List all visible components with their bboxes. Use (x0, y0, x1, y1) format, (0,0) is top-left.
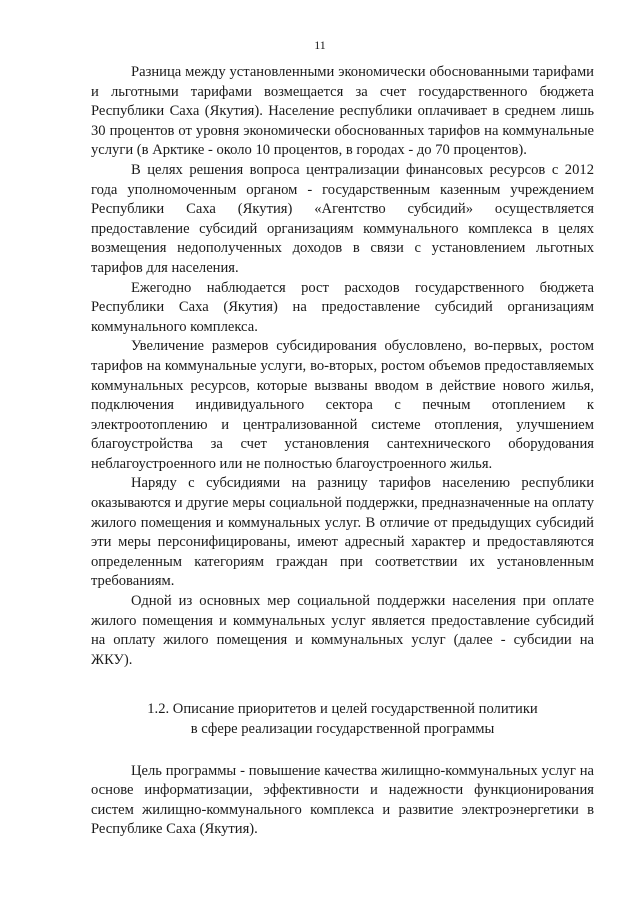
paragraph-program-goal: Цель программы - повышение качества жилищно-коммунальных услуг на основе информатизации, эффективности и надежности функционирования систем жилищно-коммунального комплекса и развитие электроэнергетики в Республике Саха (Якутия). (91, 762, 594, 838)
paragraph-tariff-difference: Разница между установленными экономически обоснованными тарифами и льготными тарифами возмещается за счет государственного бюджета Республики Саха (Якутия). Население республики оплачивает в среднем лишь 30 процентов от уровня экономически обоснованных тарифов на коммунальные услуги (в Арктике - около 10 процентов, в городах - до 70 процентов). (91, 64, 594, 159)
section-heading (91, 700, 594, 739)
paragraph-subsidy-increase: Увеличение размеров субсидирования обусловлено, во-первых, ростом тарифов на коммунальные услуги, во-вторых, ростом объемов предоставляемых коммунальных ресурсов, которые вызваны вводом в действие нового жилья, подключения индивидуального сектора с печным отоплением к электроотоплению и централизованной системе отопления, улучшением благоустройства за счет установления сантехнического оборудования неблагоустроенного или не полностью благоустроенного жилья. (91, 338, 594, 472)
page-number: 11 (314, 38, 326, 52)
paragraph-budget-growth: Ежегодно наблюдается рост расходов государственного бюджета Республики Саха (Якутия) на предоставление субсидий организациям коммунального комплекса. (91, 279, 594, 335)
paragraph-social-support: Наряду с субсидиями на разницу тарифов населению республики оказываются и другие меры социальной поддержки, предназначенные на оплату жилого помещения и коммунальных услуг. В отличие от предыдущих субсидий эти меры персонифицированы, имеют адресный характер и предоставляются определенным категориям граждан при соответствии их установленным требованиям. (91, 475, 594, 590)
paragraph-subsidy-agency: В целях решения вопроса централизации финансовых ресурсов с 2012 года уполномоченным органом - государственным казенным учреждением Республики Саха (Якутия) «Агентство субсидий» осуществляется предоставление субсидий организациям коммунального комплекса в целях возмещения недополученных доходов в связи с установлением льготных тарифов для населения. (91, 161, 594, 276)
paragraph-housing-subsidies: Одной из основных мер социальной поддержки населения при оплате жилого помещения и коммунальных услуг является предоставление субсидий на оплату жилого помещения и коммунальных услуг (далее - субсидии на ЖКУ). (91, 593, 594, 668)
section-heading-line-1: 1.2. Описание приоритетов и целей государственной политики (147, 701, 538, 718)
section-heading-line-2: в сфере реализации государственной программы (190, 721, 495, 737)
document-body (91, 63, 594, 840)
